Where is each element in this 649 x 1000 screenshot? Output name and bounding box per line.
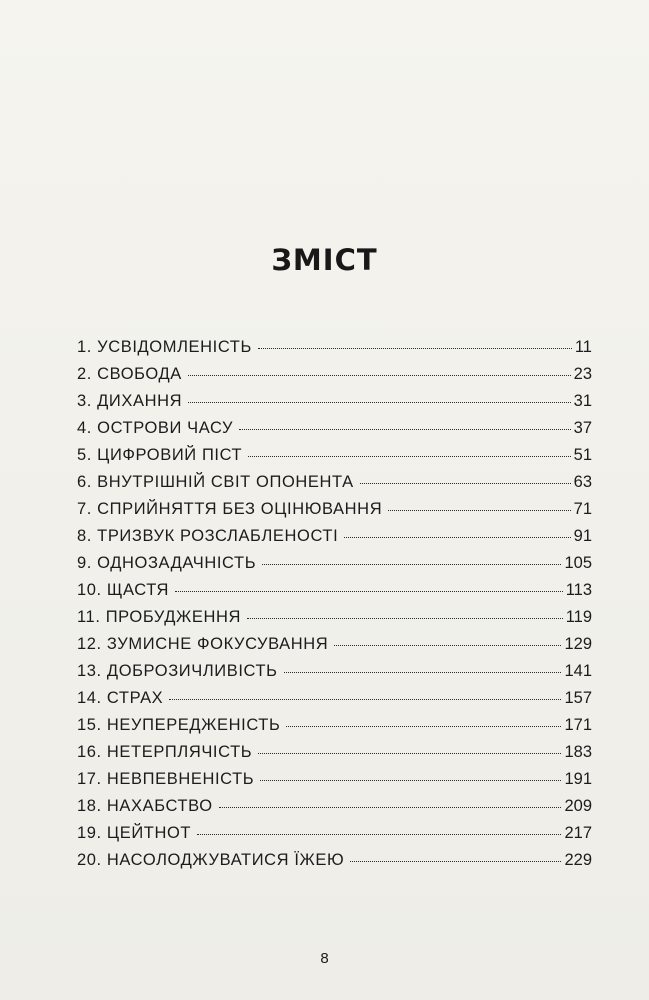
toc-entry	[77, 365, 592, 392]
entry-page-number: 183	[564, 743, 592, 761]
entry-page-number: 217	[564, 824, 592, 842]
entry-label: 3. ДИХАННЯ	[77, 392, 183, 410]
toc-entry	[77, 770, 592, 797]
entry-page-number: 11	[574, 338, 592, 356]
entry-page-number: 157	[564, 689, 592, 707]
entry-page-number: 141	[564, 662, 592, 680]
toc-entry	[77, 662, 592, 689]
entry-label: 8. ТРИЗВУК РОЗСЛАБЛЕНОСТІ	[77, 527, 339, 545]
entry-label: 10. ЩАСТЯ	[77, 581, 170, 599]
dot-leader	[260, 780, 561, 781]
dot-leader	[188, 375, 571, 376]
toc-entry	[77, 527, 592, 554]
page-number: 8	[320, 950, 329, 967]
dot-leader	[239, 429, 571, 430]
toc-entry	[77, 635, 592, 662]
entry-page-number: 209	[564, 797, 592, 815]
entry-label: 12. ЗУМИСНЕ ФОКУСУВАННЯ	[77, 635, 329, 653]
entry-page-number: 31	[573, 392, 592, 410]
entry-page-number: 37	[573, 419, 592, 437]
entry-label: 6. ВНУТРІШНІЙ СВІТ ОПОНЕНТА	[77, 473, 354, 491]
dot-leader	[169, 699, 561, 700]
toc-entry	[77, 716, 592, 743]
toc-entry	[77, 824, 592, 851]
toc-entry	[77, 689, 592, 716]
entry-label: 13. ДОБРОЗИЧЛИВІСТЬ	[77, 662, 278, 680]
entry-label: 2. СВОБОДА	[77, 365, 182, 383]
entry-label: 9. ОДНОЗАДАЧНІСТЬ	[77, 554, 257, 572]
entry-page-number: 105	[564, 554, 592, 572]
toc-entry	[77, 500, 592, 527]
toc-entry	[77, 554, 592, 581]
dot-leader	[262, 564, 561, 565]
entry-label: 7. СПРИЙНЯТТЯ БЕЗ ОЦІНЮВАННЯ	[77, 500, 383, 518]
entry-label: 5. ЦИФРОВИЙ ПІСТ	[77, 446, 243, 464]
entry-page-number: 129	[564, 635, 592, 653]
dot-leader	[334, 645, 561, 646]
dot-leader	[175, 591, 563, 592]
toc-entry	[77, 608, 592, 635]
entry-page-number: 119	[565, 608, 592, 626]
entry-page-number: 191	[564, 770, 592, 788]
entry-page-number: 63	[573, 473, 592, 491]
toc-entry	[77, 338, 592, 365]
entry-label: 4. ОСТРОВИ ЧАСУ	[77, 419, 234, 437]
toc-entry	[77, 581, 592, 608]
table-of-contents	[77, 338, 592, 878]
entry-label: 14. СТРАХ	[77, 689, 164, 707]
toc-entry	[77, 419, 592, 446]
entry-page-number: 23	[573, 365, 592, 383]
toc-entry	[77, 743, 592, 770]
toc-entry	[77, 473, 592, 500]
toc-entry	[77, 446, 592, 473]
entry-label: 17. НЕВПЕВНЕНІСТЬ	[77, 770, 255, 788]
dot-leader	[248, 456, 570, 457]
entry-label: 1. УСВІДОМЛЕНІСТЬ	[77, 338, 252, 356]
entry-label: 20. НАСОЛОДЖУВАТИСЯ ЇЖЕЮ	[77, 851, 345, 869]
toc-entry	[77, 797, 592, 824]
dot-leader	[197, 834, 561, 835]
toc-entry	[77, 392, 592, 419]
dot-leader	[344, 537, 570, 538]
entry-label: 16. НЕТЕРПЛЯЧІСТЬ	[77, 743, 253, 761]
entry-label: 18. НАХАБСТВО	[77, 797, 213, 815]
dot-leader	[188, 402, 571, 403]
dot-leader	[388, 510, 570, 511]
entry-page-number: 229	[564, 851, 592, 869]
dot-leader	[258, 753, 561, 754]
entry-page-number: 51	[573, 446, 592, 464]
page-title: ЗМІСТ	[271, 243, 378, 277]
entry-page-number: 71	[573, 500, 592, 518]
dot-leader	[286, 726, 561, 727]
dot-leader	[258, 348, 572, 349]
dot-leader	[360, 483, 571, 484]
entry-page-number: 91	[573, 527, 592, 545]
dot-leader	[247, 618, 563, 619]
entry-label: 11. ПРОБУДЖЕННЯ	[77, 608, 241, 626]
entry-label: 19. ЦЕЙТНОТ	[77, 824, 192, 842]
toc-entry	[77, 851, 592, 878]
dot-leader	[219, 807, 562, 808]
entry-label: 15. НЕУПЕРЕДЖЕНІСТЬ	[77, 716, 281, 734]
entry-page-number: 171	[564, 716, 592, 734]
dot-leader	[284, 672, 562, 673]
entry-page-number: 113	[565, 581, 592, 599]
dot-leader	[350, 861, 561, 862]
